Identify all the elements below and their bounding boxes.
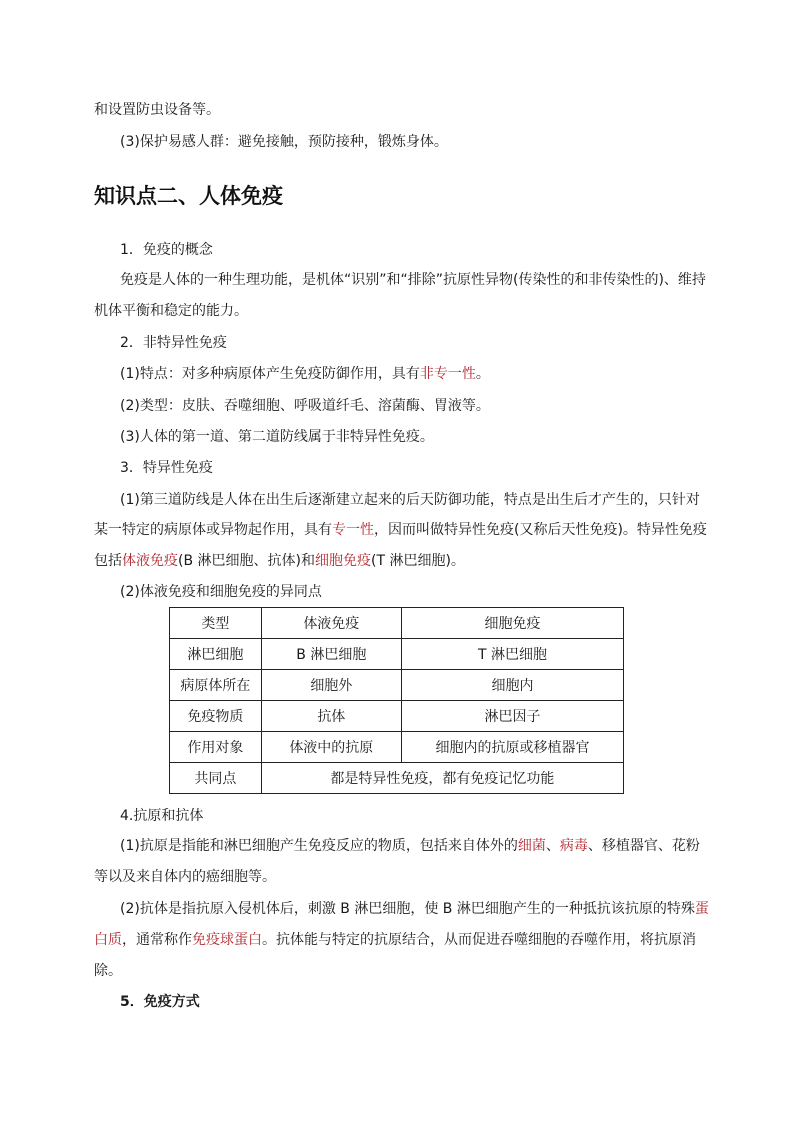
table-cell: 抗体	[261, 701, 401, 732]
paragraph-line: 某一特定的病原体或异物起作用，具有专一性，因而叫做特异性免疫(又称后天性免疫)。特异性免疫	[94, 522, 707, 538]
paragraph-line: (2)体液免疫和细胞免疫的异同点	[120, 584, 322, 600]
table-cell: 共同点	[170, 763, 262, 794]
paragraph-line: 和设置防虫设备等。	[94, 102, 220, 118]
subsection-title: 2．非特异性免疫	[120, 335, 227, 351]
table-cell: 体液中的抗原	[261, 732, 401, 763]
table-cell: 免疫物质	[170, 701, 262, 732]
paragraph-line: 免疫是人体的一种生理功能，是机体“识别”和“排除”抗原性异物(传染性的和非传染性的)、维持	[120, 272, 706, 288]
paragraph-line: (1)抗原是指能和淋巴细胞产生免疫反应的物质，包括来自体外的细菌、病毒、移植器官、花粉	[120, 838, 700, 854]
highlight-term: 免疫球蛋白	[192, 932, 262, 948]
table-row	[170, 670, 624, 701]
paragraph-line: 除。	[94, 963, 122, 979]
paragraph-line: (3)保护易感人群：避免接触，预防接种，锻炼身体。	[120, 134, 448, 150]
table-cell: T 淋巴细胞	[401, 639, 623, 670]
paragraph-line: (1)第三道防线是人体在出生后逐渐建立起来的后天防御功能，特点是出生后才产生的，只针对	[120, 492, 700, 508]
table-cell: 淋巴因子	[401, 701, 623, 732]
subsection-title: 4.抗原和抗体	[120, 808, 204, 824]
table-cell: 淋巴细胞	[170, 639, 262, 670]
paragraph-line: 等以及来自体内的癌细胞等。	[94, 869, 276, 885]
paragraph-line: (2)抗体是指抗原入侵机体后，刺激 B 淋巴细胞，使 B 淋巴细胞产生的一种抵抗该抗原的特殊蛋	[120, 901, 709, 917]
paragraph-line: (1)特点：对多种病原体产生免疫防御作用，具有非专一性。	[120, 366, 490, 382]
comparison-table	[169, 607, 624, 794]
subsection-title: 5．免疫方式	[120, 994, 200, 1010]
highlight-term: 细胞免疫	[314, 553, 371, 569]
table-cell: 都是特异性免疫，都有免疫记忆功能	[261, 763, 623, 794]
table-cell: 病原体所在	[170, 670, 262, 701]
highlight-term: 白质	[94, 932, 122, 948]
table-cell: 作用对象	[170, 732, 262, 763]
table-row	[170, 732, 624, 763]
highlight-term: 专一性	[332, 522, 374, 538]
paragraph-line: 包括体液免疫(B 淋巴细胞、抗体)和细胞免疫(T 淋巴细胞)。	[94, 553, 465, 569]
table-cell: 细胞外	[261, 670, 401, 701]
highlight-term: 蛋	[694, 901, 709, 917]
highlight-term: 非专一性	[419, 366, 476, 382]
table-header-row	[170, 608, 624, 639]
highlight-term: 病毒	[559, 838, 588, 854]
paragraph-line: 白质，通常称作免疫球蛋白。抗体能与特定的抗原结合，从而促进吞噬细胞的吞噬作用，将抗原消	[94, 932, 696, 948]
subsection-title: 3．特异性免疫	[120, 460, 213, 476]
table-header-cell: 细胞免疫	[401, 608, 623, 639]
paragraph-line: (2)类型：皮肤、吞噬细胞、呼吸道纤毛、溶菌酶、胃液等。	[120, 398, 490, 414]
table-cell: 细胞内	[401, 670, 623, 701]
table-header-cell: 体液免疫	[261, 608, 401, 639]
paragraph-line: 机体平衡和稳定的能力。	[94, 303, 248, 319]
highlight-term: 体液免疫	[122, 553, 178, 569]
subsection-title: 1．免疫的概念	[120, 242, 213, 258]
section-heading: 知识点二、人体免疫	[94, 184, 283, 208]
highlight-term: 细菌	[517, 838, 546, 854]
paragraph-line: (3)人体的第一道、第二道防线属于非特异性免疫。	[120, 429, 434, 445]
table-row	[170, 763, 624, 794]
table-header-cell: 类型	[170, 608, 262, 639]
table-row	[170, 639, 624, 670]
table-cell: 细胞内的抗原或移植器官	[401, 732, 623, 763]
table-cell: B 淋巴细胞	[261, 639, 401, 670]
table-row	[170, 701, 624, 732]
